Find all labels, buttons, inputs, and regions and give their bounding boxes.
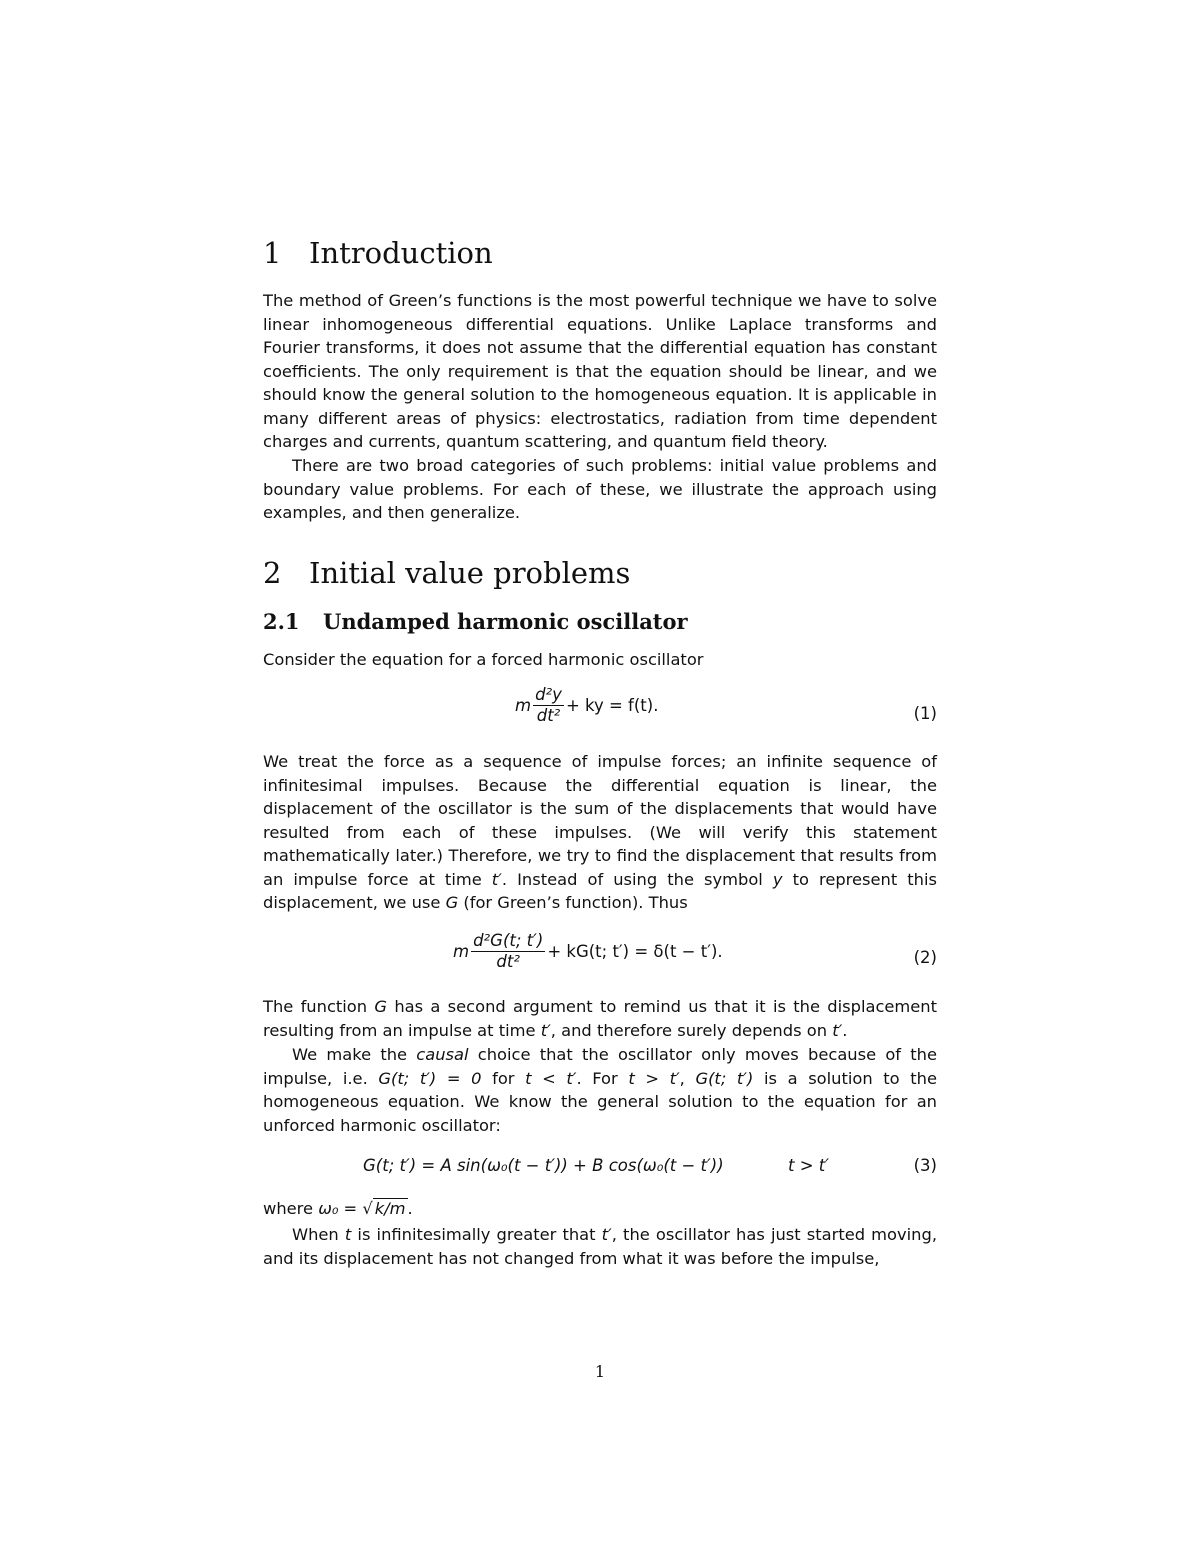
emphasis: causal: [416, 1045, 469, 1064]
equation-number: (2): [913, 948, 937, 967]
math-inline: G(t; t′): [695, 1068, 754, 1088]
intro-paragraph-1: The method of Green’s functions is the most powerful technique we have to solve linear inhomogeneous differential equations. Unlike Laplace transforms and Fourier transforms, it does not assume that the differential equation has constant coefficients. The only requirement is that the equation should be linear, and we should know the general solution to the homogeneous equation. It is applicable in many different areas of physics: electrostatics, radiation from time dependent charges and currents, quantum scattering, and quantum field theory.: [263, 291, 937, 451]
section-number: 2: [263, 556, 282, 590]
eq-denominator: dt²: [536, 706, 561, 725]
section-heading-introduction: [263, 236, 493, 270]
math-inline: t: [344, 1225, 352, 1244]
eq-fraction: [533, 686, 564, 725]
intro-paragraph-2: There are two broad categories of such problems: initial value problems and boundary value problems. For each of these, we illustrate the approach using examples, and then generalize.: [263, 456, 937, 522]
subsection-number: 2.1: [263, 609, 300, 634]
math-inline: t′: [601, 1225, 612, 1244]
math-inline: G(t; t′) = 0: [378, 1068, 482, 1088]
text-run: where: [263, 1199, 319, 1218]
eq-body: G(t; t′) = A sin(ω₀(t − t′)) + B cos(ω₀(t − t′)): [363, 1156, 724, 1175]
text-run: We make the: [292, 1045, 417, 1064]
equation-2: [263, 930, 937, 990]
eq-fraction: [471, 932, 545, 971]
eq-mass: m: [453, 942, 470, 961]
section-number: 1: [263, 236, 282, 270]
equation-number: (3): [913, 1156, 937, 1175]
math-inline: G: [445, 893, 459, 912]
sqrt-symbol: √: [362, 1199, 373, 1218]
text-run: When: [292, 1225, 345, 1244]
equation-3: [263, 1150, 937, 1190]
function-paragraph: [263, 995, 937, 1042]
eq-numerator: d²G(t; t′): [473, 931, 544, 950]
section-title: Introduction: [309, 236, 493, 270]
math-inline: G: [374, 997, 388, 1016]
text-run: . Instead of using the symbol: [501, 869, 773, 889]
equation-number: (1): [913, 704, 937, 723]
math-inline: ω₀ =: [318, 1199, 363, 1218]
text-run: .: [407, 1199, 413, 1218]
consider-paragraph: Consider the equation for a forced harmonic oscillator: [263, 650, 704, 669]
subsection-heading-oscillator: [263, 609, 688, 634]
eq-rest: + kG(t; t′) = δ(t − t′).: [547, 942, 723, 961]
text-run: . For: [576, 1068, 629, 1088]
text-run: choice that the oscillator only moves because of the impulse, i.e.: [263, 1045, 937, 1088]
text-run: , the oscillator has just started moving, and its displacement has not changed from what it was before the impulse,: [263, 1225, 937, 1268]
text-run: is infinitesimally greater that: [351, 1225, 602, 1244]
equation-1: [263, 684, 937, 744]
text-run: for: [481, 1068, 526, 1088]
text-run: has a second argument to remind us that it is the displacement resulting from an impulse at time: [263, 997, 937, 1040]
section-heading-initial-value: [263, 556, 630, 590]
when-paragraph: [263, 1223, 937, 1270]
eq-numerator: d²y: [535, 685, 562, 704]
eq-mass: m: [515, 696, 532, 715]
page-number: 1: [594, 1362, 606, 1381]
math-inline: t′: [491, 869, 502, 889]
text-run: The function: [263, 997, 375, 1016]
text-run: .: [842, 1020, 848, 1040]
text-run: , and therefore surely depends on: [550, 1020, 833, 1040]
math-inline: t′: [540, 1020, 551, 1040]
subsection-title: Undamped harmonic oscillator: [323, 609, 688, 634]
text-run: ,: [679, 1068, 696, 1088]
impulse-paragraph: [263, 750, 937, 915]
where-paragraph: [263, 1197, 937, 1221]
math-inline: t > t′: [628, 1068, 680, 1088]
math-inline: y: [772, 869, 783, 889]
text-run: is a solution to the homogeneous equation. We know the general solution to the equation for an unforced harmonic oscillator:: [263, 1068, 937, 1135]
text-run: (for Green’s function). Thus: [458, 893, 688, 912]
sqrt-argument: k/m: [374, 1199, 406, 1218]
causal-paragraph: [263, 1043, 937, 1137]
text-run: to represent this displacement, we use: [263, 869, 937, 912]
text-run: We treat the force as a sequence of impulse forces; an infinite sequence of infinitesimal impulses. Because the differential equation is linear, the displacement of the oscillator is the sum of the displacements that would have resulted from each of these impulses. (We will verify this statement mathematically later.) Therefore, we try to find the displacement that results from an impulse force at time: [263, 752, 937, 889]
math-inline: t′: [832, 1020, 843, 1040]
section-title: Initial value problems: [309, 556, 631, 590]
eq-denominator: dt²: [496, 952, 520, 971]
eq-condition: t > t′: [788, 1156, 830, 1175]
eq-rest: + ky = f(t).: [565, 696, 659, 715]
math-inline: t < t′: [525, 1068, 577, 1088]
